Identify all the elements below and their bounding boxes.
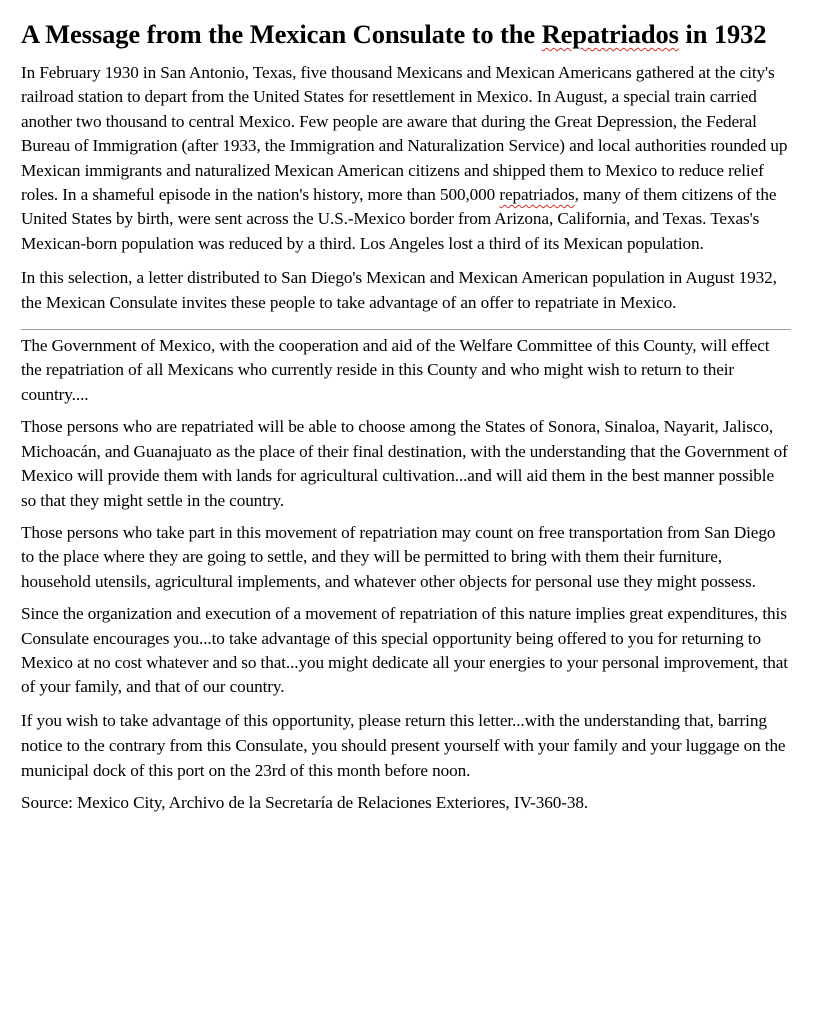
consulate-letter — [21, 334, 791, 815]
intro-paragraph-2: In this selection, a letter distributed to San Diego's Mexican and Mexican American population in August 1932, the Mexican Consulate invites these people to take advantage of an offer to repatriate in Mexico. — [21, 268, 777, 312]
page-title-spellcheck-word[interactable]: Repatriados — [541, 19, 679, 49]
intro-paragraph-1-part-2: , many of them citizens of the United States by birth, were sent across the U.S.-Mexico border from Arizona, California, and Texas. Texas's Mexican-born population was reduced by a third. Los Angeles lost a third of its Mexican population. — [21, 185, 777, 253]
intro-spellcheck-word[interactable]: repatriados — [499, 185, 575, 205]
intro-paragraph-1-part-1: In February 1930 in San Antonio, Texas, five thousand Mexicans and Mexican Americans gathered at the city's railroad station to depart from the United States for resettlement in Mexico. In August, a special train carried another two thousand to central Mexico. Few people are aware that during the Great Depression, the Federal Bureau of Immigration (after 1933, the Immigration and Naturalization Service) and local authorities rounded up Mexican immigrants and naturalized Mexican American citizens and shipped them to Mexico to reduce relief roles. In a shameful episode in the nation's history, more than 500,000 — [21, 63, 788, 205]
letter-paragraph-3: Those persons who take part in this movement of repatriation may count on free transportation from San Diego to the place where they are going to settle, and they will be permitted to bring with them their furniture, household utensils, agricultural implements, and whatever other objects for personal use they might possess. — [21, 522, 776, 591]
letter-paragraph-5: If you wish to take advantage of this opportunity, please return this letter...with the understanding that, barring notice to the contrary from this Consulate, you should present yourself with your family and your luggage on the municipal dock of this port on the 23rd of this month before noon. — [21, 710, 786, 780]
section-divider — [21, 329, 791, 330]
letter-paragraph-4: Since the organization and execution of a movement of repatriation of this nature implies great expenditures, this Consulate encourages you...to take advantage of this special opportunity being offered to you for returning to Mexico at no cost whatever and so that...you might dedicate all your energies to your personal improvement, that of your family, and that of our country. — [21, 604, 788, 697]
letter-paragraph-1: The Government of Mexico, with the cooperation and aid of the Welfare Committee of this County, will effect the repatriation of all Mexicans who currently reside in this County and who might wish to return to their country.... — [21, 336, 770, 404]
source-citation: Source: Mexico City, Archivo de la Secretaría de Relaciones Exteriores, IV-360-38. — [21, 792, 589, 812]
introduction — [21, 61, 791, 315]
page-title-part-1: A Message from the Mexican Consulate to the — [21, 19, 542, 49]
intro-paragraph-1 — [21, 61, 791, 256]
page-title — [21, 18, 791, 50]
page-title-part-2: in 1932 — [678, 19, 767, 49]
letter-paragraph-2: Those persons who are repatriated will be able to choose among the States of Sonora, Sinaloa, Nayarit, Jalisco, Michoacán, and Guanajuato as the place of their final destination, with the understanding that the Government of Mexico will provide them with lands for agricultural cultivation...and will aid them in the best manner possible so that they might settle in the country. — [21, 417, 788, 510]
